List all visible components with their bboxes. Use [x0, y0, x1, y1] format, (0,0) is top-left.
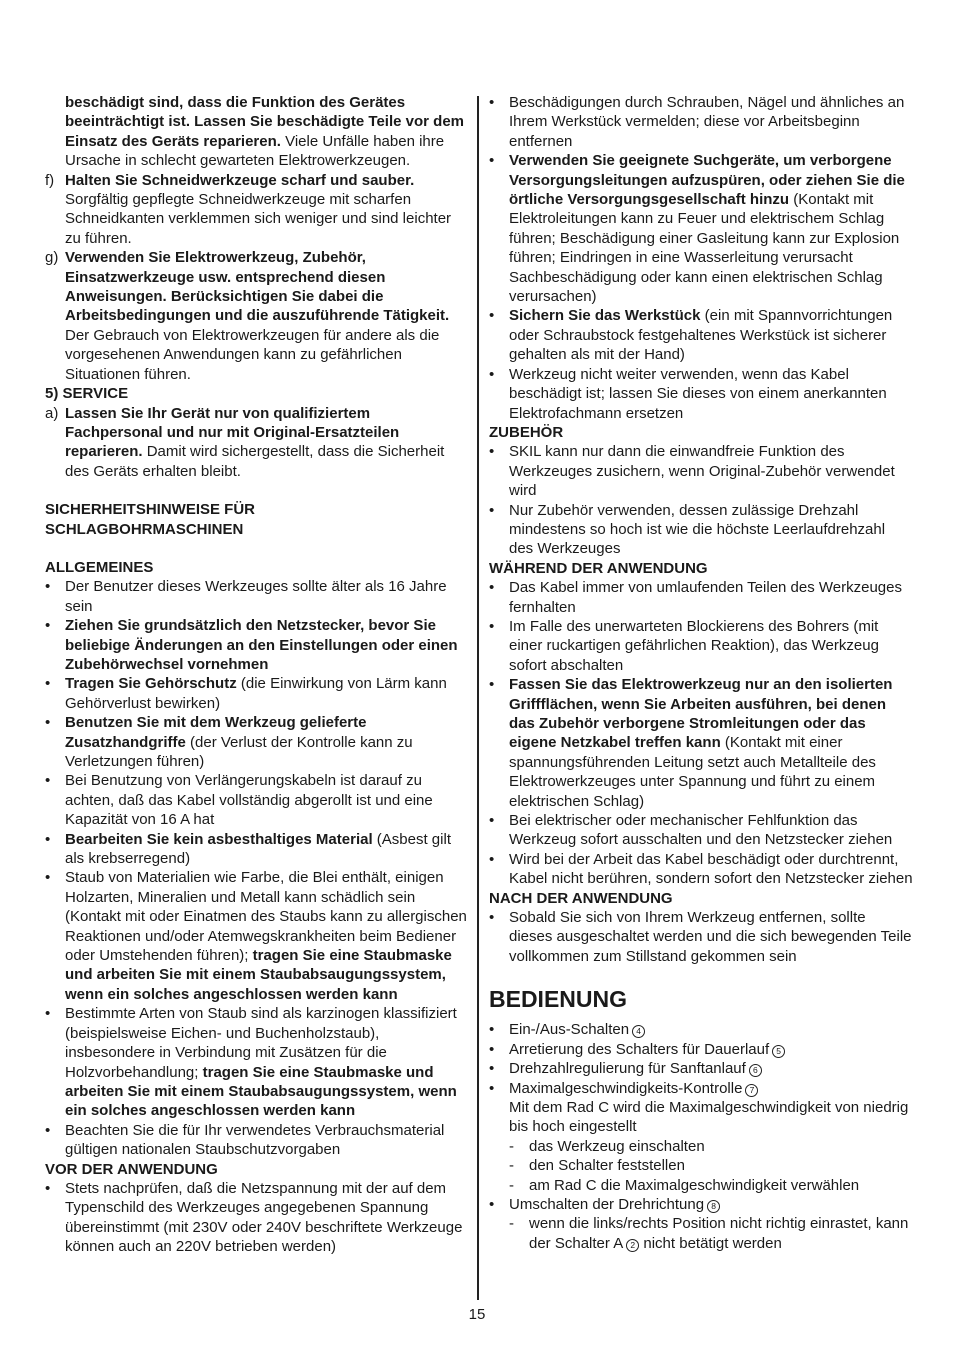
page-number: 15 [468, 1306, 486, 1323]
bullet-item: • Im Falle des unerwarteten Blockierens des Bohrers (mit einer ruckartigen gefährlichen Reaktion), das Werkzeug sofort abschalten [489, 617, 879, 674]
callout-number: 8 [707, 1200, 720, 1213]
bullet-item: • Der Benutzer dieses Werkzeuges sollte älter als 16 Jahre sein [45, 578, 447, 615]
before-heading: VOR DER ANWENDUNG [45, 1160, 218, 1178]
bullet-item: • Tragen Sie Gehörschutz (die Einwirkung von Lärm kann Gehörverlust bewirken) [45, 675, 447, 712]
bullet-item: • SKIL kann nur dann die einwandfreie Funktion des Werkzeuges zusichern, wenn Original-Zubehör verwendet wird [489, 443, 895, 500]
safety-heading: SICHERHEITSHINWEISE FÜR SCHLAGBOHRMASCHINEN [45, 501, 256, 538]
step-item: - das Werkzeug einschalten [509, 1137, 705, 1155]
reverse-note: - wenn die links/rechts Position nicht richtig einrastet, kann der Schalter A 2 nicht betätigt werden [509, 1215, 909, 1252]
rule-g: g) Verwenden Sie Elektrowerkzeug, Zubehör, Einsatzwerkzeuge usw. entsprechend diesen Anweisungen. Berücksichtigen Sie dabei die Arbeitsbedingungen und die auszuführende Tätigkeit. Der Gebrauch von Elektrowerkzeugen für andere als die vorgesehenen Anwendungen kann zu gefährlichen Situationen führen. [45, 249, 450, 383]
bullet-item: • Verwenden Sie geeignete Suchgeräte, um verborgene Versorgungsleitungen aufzuspüren, oder ziehen Sie die örtliche Versorgungsgesellschaft hinzu (Kontakt mit Elektroleitungen kann zu Feuer und elektrischem Schlag führen; Beschädigung einer Gasleitung kann zur Explosion führen; Eindringen in eine Wasserleitung verursacht Sachbeschädigung oder kann einen elektrischen Schlag verursachen) [489, 152, 905, 306]
accessories-list [489, 442, 913, 558]
callout-number: 4 [632, 1025, 645, 1038]
top-list [489, 93, 913, 423]
general-heading: ALLGEMEINES [45, 558, 154, 576]
bullet-item: • Bei elektrischer oder mechanischer Fehlfunktion das Werkzeug sofort ausschalten und den Netzstecker ziehen [489, 812, 893, 849]
bullet-item: • Ziehen Sie grundsätzlich den Netzstecker, bevor Sie beliebige Änderungen an den Einstellungen oder einen Zubehörwechsel vornehmen [45, 617, 458, 673]
operation-item-speed: • Drehzahlregulierung für Sanftanlauf 6 [489, 1059, 913, 1078]
bullet-item: • Werkzeug nicht weiter verwenden, wenn das Kabel beschädigt ist; lassen Sie dieses von einem anerkannten Elektrofachmann ersetzen [489, 365, 887, 422]
operation-item-lock: • Arretierung des Schalters für Dauerlauf 5 [489, 1040, 913, 1059]
step-item: - den Schalter feststellen [509, 1157, 685, 1175]
rule-a: a) Lassen Sie Ihr Gerät nur von qualifiziertem Fachpersonal und nur mit Original-Ersatzteilen reparieren. Damit wird sichergestellt, dass die Sicherheit des Geräts erhalten bleibt. [45, 404, 445, 480]
operation-item-reverse: • Umschalten der Drehrichtung 8 [489, 1195, 913, 1214]
bullet-item: • Bestimmte Arten von Staub sind als karzinogen klassifiziert (beispielsweise Eichen- und Buchenholzstaub), insbesondere in Verbindung mit Zusätzen für die Holzvorbehandlung; tragen Sie eine Staubmaske und arbeiten Sie mit einem Staubabsaugungssystem, wenn ein solches angeschlossen werden kann [45, 1005, 457, 1120]
callout-number: 2 [626, 1239, 639, 1252]
rule-f: f) Halten Sie Schneidwerkzeuge scharf und sauber. Sorgfältig gepflegte Schneidwerkzeuge mit scharfen Schneidkanten verklemmen sich weniger und sind leichter zu führen. [45, 171, 452, 247]
bullet-item: • Sobald Sie sich von Ihrem Werkzeug entfernen, sollte dieses ausgeschaltet werden und die sich bewegenden Teile vollkommen zum Stillstand gekommen sein [489, 909, 912, 965]
accessories-heading: ZUBEHÖR [489, 423, 564, 441]
service-heading: 5) SERVICE [45, 385, 129, 403]
bullet-item: • Fassen Sie das Elektrowerkzeug nur an den isolierten Griffflächen, wenn Sie Arbeiten ausführen, bei denen das Zubehör verborgene Stromleitungen oder das eigene Netzkabel treffen kann (Kontakt mit einer spannungsführenden Leitung setzt auch Metallteile des Elektrowerkzeuges unter Spannung und führt zu einem elektrischen Schlag) [489, 676, 893, 810]
bullet-item: • Wird bei der Arbeit das Kabel beschädigt oder durchtrennt, Kabel nicht berühren, sondern sofort den Netzstecker ziehen [489, 850, 913, 888]
before-list [45, 1179, 467, 1257]
step-item: - am Rad C die Maximalgeschwindigkeit verwählen [509, 1176, 860, 1194]
during-list [489, 578, 913, 889]
intro-paragraph: beschädigt sind, dass die Funktion des Gerätes beeinträchtigt ist. Lassen Sie beschädigte Teile vor dem Einsatz des Geräts reparieren. Viele Unfälle haben ihre Ursache in schlecht gewarteten Elektrowerkzeugen. [65, 94, 465, 170]
left-column [45, 93, 467, 1257]
operation-item-onoff: • Ein-/Aus-Schalten 4 [489, 1020, 913, 1039]
callout-number: 5 [772, 1045, 785, 1058]
callout-number: 6 [749, 1064, 762, 1077]
bullet-item: • Benutzen Sie mit dem Werkzeug gelieferte Zusatzhandgriffe (der Verlust der Kontrolle kann zu Verletzungen führen) [45, 714, 413, 770]
right-column [489, 93, 913, 1253]
bullet-item: • Das Kabel immer von umlaufenden Teilen des Werkzeuges fernhalten [489, 579, 902, 616]
after-list [489, 908, 913, 966]
operation-item-maxspeed: • Maximalgeschwindigkeits-Kontrolle 7 Mit dem Rad C wird die Maximalgeschwindigkeit von niedrig bis hoch eingestellt [489, 1079, 909, 1136]
bullet-item: • Sichern Sie das Werkstück (ein mit Spannvorrichtungen oder Schraubstock festgehaltenes Werkstück ist sicherer gehalten als mit der Hand) [489, 307, 893, 364]
operation-title: BEDIENUNG [489, 986, 628, 1013]
bullet-item: • Nur Zubehör verwenden, dessen zulässige Drehzahl mindestens so hoch ist wie die höchste Leerlaufdrehzahl des Werkzeuges [489, 501, 886, 558]
after-heading: NACH DER ANWENDUNG [489, 889, 673, 907]
bullet-item: • Bearbeiten Sie kein asbesthaltiges Material (Asbest gilt als krebserregend) [45, 830, 451, 868]
bullet-item: • Stets nachprüfen, daß die Netzspannung mit der auf dem Typenschild des Werkzeuges angegebenen Spannung übereinstimmt (mit 230V oder 240V beschriftete Werkzeuge können auch an 220V betrieben werden) [45, 1179, 463, 1256]
bullet-item: • Beachten Sie die für Ihr verwendetes Verbrauchsmaterial gültigen nationalen Staubschutzvorgaben [45, 1121, 445, 1159]
bullet-item: • Beschädigungen durch Schrauben, Nägel und ähnliches an Ihrem Werkstück vermelden; diese vor Arbeitsbeginn entfernen [489, 94, 905, 150]
general-list [45, 577, 467, 1159]
bullet-item: • Bei Benutzung von Verlängerungskabeln ist darauf zu achten, daß das Kabel vollständig abgerollt ist und eine Kapazität von 16 A hat [45, 772, 433, 829]
callout-number: 7 [745, 1084, 758, 1097]
bullet-item: • Staub von Materialien wie Farbe, die Blei enthält, einigen Holzarten, Mineralien und Metall kann schädlich sein (Kontakt mit oder Einatmen des Staubs kann zu allergischen Reaktionen und/oder Atemwegskrankheiten beim Bediener oder Umstehenden führen); tragen Sie eine Staubmaske und arbeiten Sie mit einem Staubabsaugungssystem, wenn ein solches angeschlossen werden kann [45, 869, 467, 1003]
during-heading: WÄHREND DER ANWENDUNG [489, 559, 708, 577]
column-divider [477, 96, 479, 1300]
